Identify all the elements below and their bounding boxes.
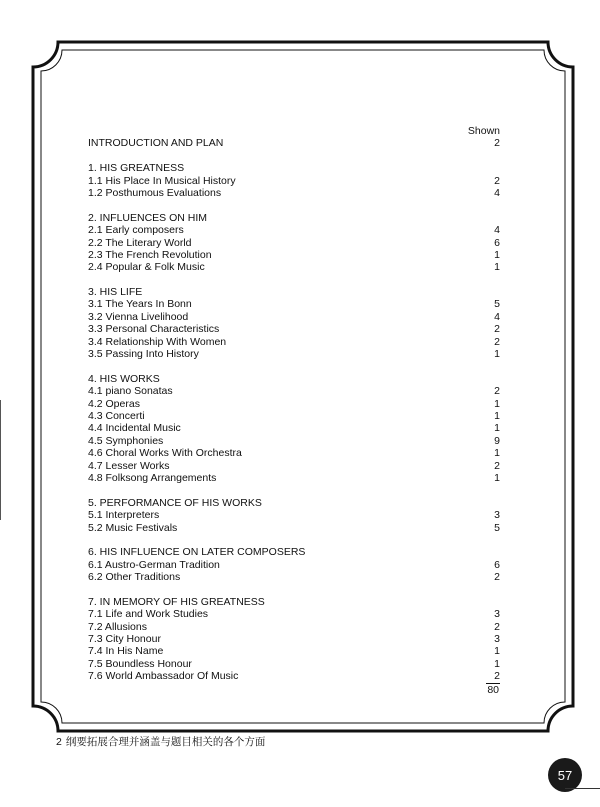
toc-item-label: 2.1 Early composers (88, 224, 184, 237)
table-of-contents (88, 125, 500, 696)
caption-text: 纲要拓展合理并涵盖与题目相关的各个方面 (65, 736, 266, 748)
toc-item-label: 3.1 The Years In Bonn (88, 298, 192, 311)
left-margin-rule (0, 400, 1, 520)
toc-item-label: 7.1 Life and Work Studies (88, 608, 209, 621)
toc-item (88, 522, 500, 534)
toc-item-count: 2 (494, 323, 500, 336)
section-heading (88, 162, 500, 174)
section-spacer (88, 534, 500, 546)
section-spacer (88, 360, 500, 372)
section-heading (88, 212, 500, 224)
section-heading (88, 373, 500, 385)
column-header-shown: Shown (467, 125, 500, 137)
section-heading (88, 546, 500, 558)
toc-item-label: 7.3 City Honour (88, 633, 161, 646)
toc-item (88, 447, 500, 459)
toc-item-label: 7.2 Allusions (88, 620, 147, 633)
toc-item (88, 645, 500, 657)
toc-item-label: 4.8 Folksong Arrangements (88, 471, 217, 484)
section-title: 5. PERFORMANCE OF HIS WORKS (88, 496, 262, 509)
caption-number: 2 (56, 736, 62, 748)
toc-item-count: 1 (494, 657, 500, 670)
toc-item-count: 2 (494, 459, 500, 472)
intro-row (88, 137, 500, 149)
toc-item-count: 2 (494, 620, 500, 633)
section-title: 1. HIS GREATNESS (88, 162, 185, 175)
section-spacer (88, 150, 500, 162)
toc-item-count: 1 (494, 348, 500, 361)
toc-item-label: 4.5 Symphonies (88, 434, 164, 447)
toc-item (88, 658, 500, 670)
toc-item-label: 5.2 Music Festivals (88, 521, 178, 534)
page-number-badge (548, 758, 582, 792)
toc-item-label: 4.1 piano Sonatas (88, 385, 173, 398)
section-heading (88, 286, 500, 298)
toc-item-count: 2 (494, 571, 500, 584)
toc-item (88, 608, 500, 620)
toc-item-label: 3.2 Vienna Livelihood (88, 310, 189, 323)
section-list (88, 150, 500, 683)
intro-title: INTRODUCTION AND PLAN (88, 137, 224, 150)
column-header-row (88, 125, 500, 137)
toc-item (88, 398, 500, 410)
toc-item-count: 1 (494, 409, 500, 422)
toc-item-count: 3 (494, 608, 500, 621)
toc-item-label: 3.3 Personal Characteristics (88, 323, 220, 336)
toc-item-label: 4.6 Choral Works With Orchestra (88, 447, 242, 460)
toc-item (88, 460, 500, 472)
toc-item (88, 323, 500, 335)
toc-item-count: 1 (494, 645, 500, 658)
toc-item (88, 175, 500, 187)
toc-item-count: 2 (494, 335, 500, 348)
toc-item-count: 2 (494, 670, 500, 683)
toc-item (88, 187, 500, 199)
toc-item-count: 5 (494, 298, 500, 311)
toc-item-count: 9 (494, 434, 500, 447)
toc-item-label: 7.4 In His Name (88, 645, 164, 658)
toc-item-label: 6.2 Other Traditions (88, 571, 181, 584)
total-row (88, 683, 500, 696)
section-heading (88, 596, 500, 608)
toc-item-count: 3 (494, 509, 500, 522)
toc-item (88, 509, 500, 521)
toc-item-label: 4.3 Concerti (88, 409, 145, 422)
toc-item-label: 3.5 Passing Into History (88, 348, 199, 361)
footer-rule (565, 788, 600, 789)
toc-item-count: 5 (494, 521, 500, 534)
toc-item-label: 2.4 Popular & Folk Music (88, 261, 205, 274)
toc-item-count: 6 (494, 236, 500, 249)
toc-item-label: 4.4 Incidental Music (88, 422, 181, 435)
toc-item (88, 571, 500, 583)
toc-item-count: 1 (494, 261, 500, 274)
caption (56, 734, 265, 749)
total-count: 80 (487, 683, 499, 696)
section-title: 2. INFLUENCES ON HIM (88, 211, 208, 224)
toc-item (88, 670, 500, 682)
toc-item-count: 3 (494, 633, 500, 646)
toc-item-count: 4 (494, 310, 500, 323)
toc-item-label: 1.1 His Place In Musical History (88, 174, 236, 187)
section-title: 4. HIS WORKS (88, 372, 160, 385)
toc-item (88, 385, 500, 397)
toc-item (88, 298, 500, 310)
toc-item-count: 1 (494, 471, 500, 484)
toc-item (88, 249, 500, 261)
toc-item (88, 472, 500, 484)
section-title: 7. IN MEMORY OF HIS GREATNESS (88, 595, 265, 608)
section-spacer (88, 199, 500, 211)
section-heading (88, 497, 500, 509)
toc-item (88, 435, 500, 447)
toc-item (88, 261, 500, 273)
section-spacer (88, 583, 500, 595)
toc-item (88, 559, 500, 571)
toc-item-label: 2.2 The Literary World (88, 236, 192, 249)
section-spacer (88, 484, 500, 496)
toc-item-count: 1 (494, 422, 500, 435)
page-number: 57 (557, 767, 573, 783)
toc-item (88, 348, 500, 360)
toc-item-count: 2 (494, 385, 500, 398)
toc-item (88, 336, 500, 348)
toc-item-count: 4 (494, 224, 500, 237)
toc-item-count: 4 (494, 186, 500, 199)
toc-item-label: 6.1 Austro-German Tradition (88, 558, 220, 571)
toc-item (88, 621, 500, 633)
toc-item (88, 311, 500, 323)
toc-item (88, 224, 500, 236)
toc-item-count: 2 (494, 174, 500, 187)
toc-item-count: 1 (494, 447, 500, 460)
section-title: 3. HIS LIFE (88, 286, 143, 299)
toc-item (88, 422, 500, 434)
section-title: 6. HIS INFLUENCE ON LATER COMPOSERS (88, 546, 306, 559)
toc-item-label: 3.4 Relationship With Women (88, 335, 227, 348)
toc-item-count: 6 (494, 558, 500, 571)
toc-item-label: 7.5 Boundless Honour (88, 657, 192, 670)
toc-item-count: 1 (494, 397, 500, 410)
toc-item (88, 410, 500, 422)
section-spacer (88, 274, 500, 286)
toc-item-label: 4.7 Lesser Works (88, 459, 170, 472)
intro-count: 2 (494, 137, 500, 150)
toc-item-label: 7.6 World Ambassador Of Music (88, 670, 239, 683)
toc-item (88, 633, 500, 645)
toc-item-label: 2.3 The French Revolution (88, 248, 212, 261)
toc-item-count: 1 (494, 248, 500, 261)
toc-item-label: 4.2 Operas (88, 397, 140, 410)
toc-item-label: 5.1 Interpreters (88, 509, 160, 522)
toc-item (88, 237, 500, 249)
toc-item-label: 1.2 Posthumous Evaluations (88, 186, 222, 199)
